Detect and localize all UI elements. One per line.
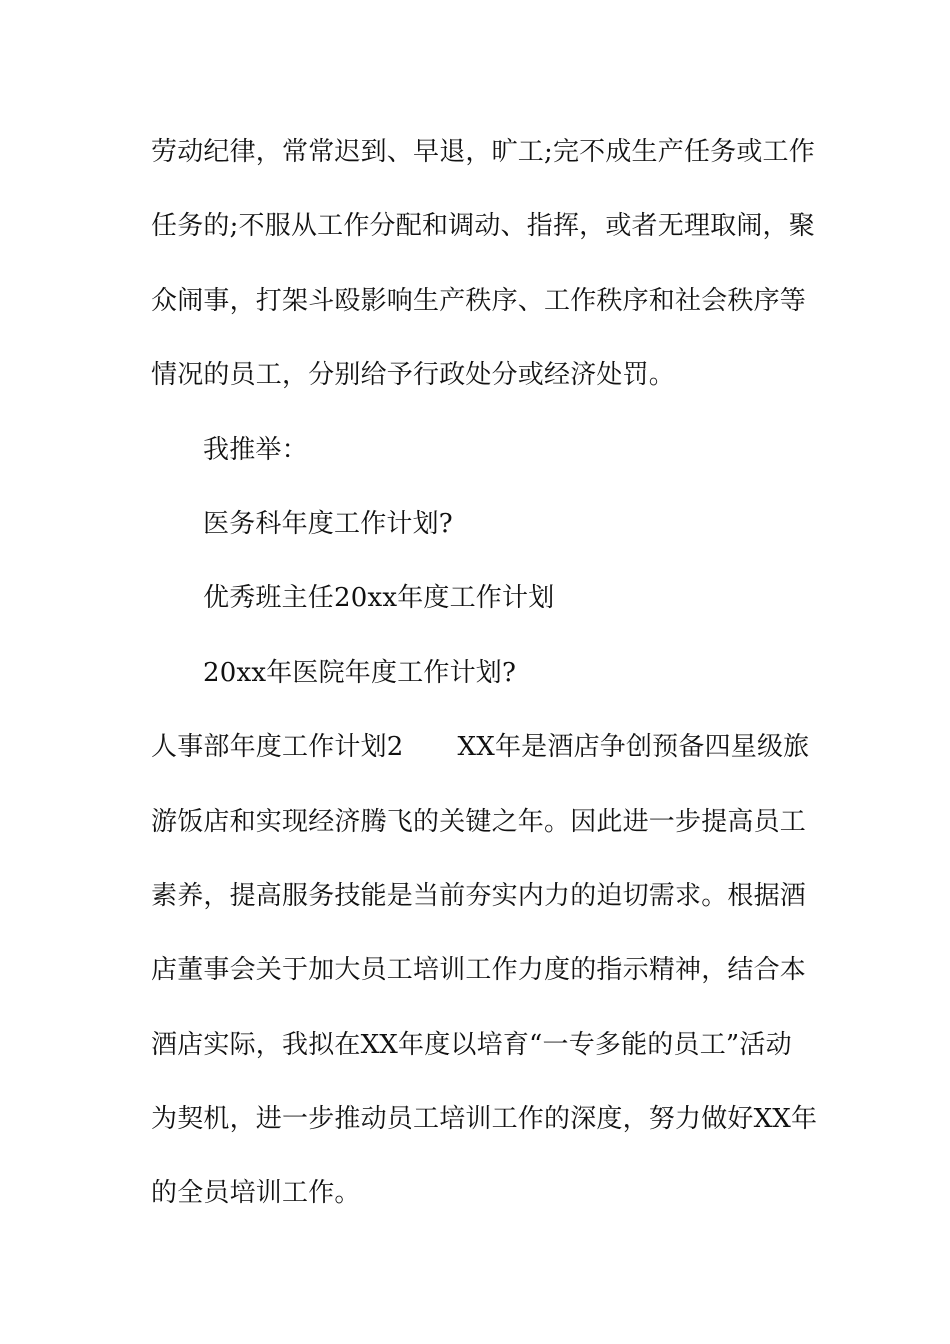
paragraph-line: 为契机，进一步推动员工培训工作的深度，努力做好XX年 [151,1104,818,1135]
recommend-item: 医务科年度工作计划? [203,508,453,539]
paragraph-line: 酒店实际，我拟在XX年度以培育“一专多能的员工”活动 [151,1029,792,1060]
paragraph-line: 素养，提高服务技能是当前夯实内力的迫切需求。根据酒 [151,880,807,911]
section-heading: 人事部年度工作计划2 [151,732,404,763]
paragraph-line: 的全员培训工作。 [151,1178,361,1209]
section-first-line [151,721,811,795]
recommend-item: 优秀班主任20xx年度工作计划 [203,583,555,614]
paragraph-line: 游饭店和实现经济腾飞的关键之年。因此进一步提高员工 [151,806,807,837]
recommend-item: 20xx年医院年度工作计划? [203,657,517,688]
section-first-text: XX年是酒店争创预备四星级旅 [457,732,810,763]
paragraph-line: 店董事会关于加大员工培训工作力度的指示精神，结合本 [151,955,807,986]
recommend-label: 我推举： [203,434,308,465]
paragraph-line: 劳动纪律，常常迟到、早退，旷工;完不成生产任务或工作 [151,137,815,167]
paragraph-line: 众闹事，打架斗殴影响生产秩序、工作秩序和社会秩序等 [151,285,807,316]
document-body [151,126,818,1242]
paragraph-line: 任务的;不服从工作分配和调动、指挥，或者无理取闹，聚 [151,211,815,242]
paragraph-line: 情况的员工，分别给予行政处分或经济处罚。 [151,360,676,391]
